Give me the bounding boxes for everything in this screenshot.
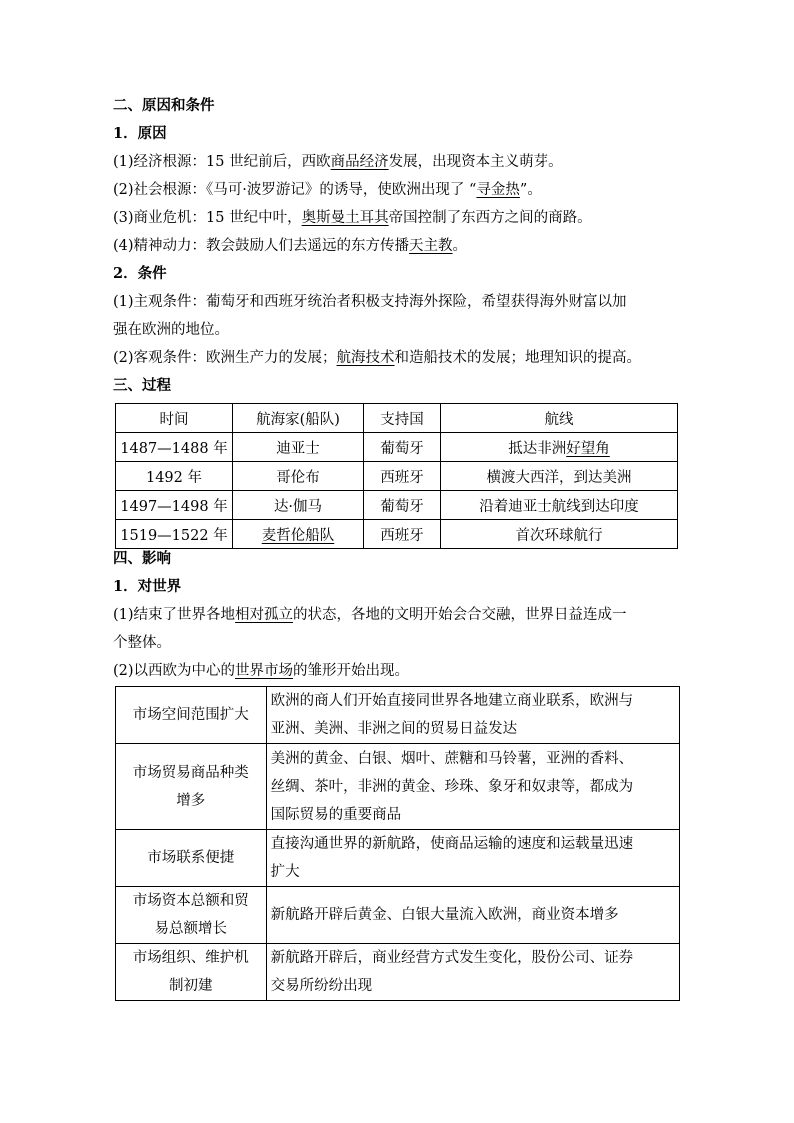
header-navigator: 航海家(船队) (233, 404, 364, 433)
table-row (116, 944, 680, 1001)
cell-country: 西班牙 (364, 520, 441, 549)
header-country: 支持国 (364, 404, 441, 433)
market-detail (266, 887, 679, 944)
impact-market (113, 657, 683, 685)
section-heading-impact: 四、影响 (113, 550, 171, 567)
text: (2)以西欧为中心的 (113, 663, 236, 679)
impact-world-line1 (113, 601, 683, 629)
market-detail (266, 744, 679, 830)
condition-objective (113, 344, 683, 372)
impact-world-line2: 个整体。 (113, 635, 171, 651)
subheading-world: 1．对世界 (113, 578, 182, 595)
aspect-line: 制初建 (169, 978, 213, 994)
detail-line: 欧洲的商人们开始直接同世界各地建立商业联系，欧洲与 (270, 693, 634, 709)
underlined-term: 天主教 (409, 238, 453, 254)
header-route: 航线 (441, 404, 678, 433)
text: 。 (452, 238, 468, 254)
world-market-table (115, 686, 680, 1001)
table-row (116, 830, 680, 887)
reason-economic (113, 148, 683, 176)
cell-time: 1519—1522 年 (116, 520, 233, 549)
table-row (116, 462, 678, 491)
detail-line: 丝绸、茶叶，非洲的黄金、珍珠、象牙和奴隶等，都成为 (270, 778, 634, 795)
subheading-conditions: 2．条件 (113, 265, 167, 282)
table-row (116, 744, 680, 830)
aspect-line: 市场空间范围扩大 (132, 707, 249, 723)
text: 和造船技术的发展；地理知识的提高。 (394, 350, 642, 366)
detail-line: 美洲的黄金、白银、烟叶、蔗糖和马铃薯，亚洲的香料、 (270, 750, 634, 767)
market-aspect (116, 887, 267, 944)
cell-time: 1492 年 (116, 462, 233, 491)
underlined-term: 相对孤立 (235, 607, 294, 623)
market-detail (266, 944, 679, 1001)
table-row (116, 887, 680, 944)
text: 的状态，各地的文明开始会合交融，世界日益连成一 (293, 607, 627, 623)
cell-navigator: 哥伦布 (233, 462, 364, 491)
cell-country: 葡萄牙 (364, 491, 441, 520)
condition-subjective-line2: 强在欧洲的地位。 (113, 322, 229, 338)
section-heading-reasons-conditions: 二、原因和条件 (113, 97, 215, 114)
detail-line: 交易所纷纷出现 (270, 978, 373, 994)
header-time: 时间 (116, 404, 233, 433)
section-heading-process: 三、过程 (113, 377, 171, 394)
aspect-line: 市场贸易商品种类 (132, 764, 249, 781)
market-aspect (116, 687, 267, 744)
cell-navigator: 达·伽马 (233, 491, 364, 520)
detail-line: 扩大 (270, 864, 300, 880)
detail-line: 国际贸易的重要商品 (270, 806, 402, 823)
cell-route: 沿着迪亚士航线到达印度 (441, 491, 678, 520)
aspect-line: 市场联系便捷 (147, 850, 235, 866)
underlined-term: 麦哲伦船队 (261, 527, 335, 544)
text: (1)经济根源：15 世纪前后，西欧 (113, 154, 331, 170)
cell-route (441, 433, 678, 462)
aspect-line: 增多 (176, 792, 206, 809)
cell-country: 西班牙 (364, 462, 441, 491)
table-row (116, 491, 678, 520)
aspect-line: 易总额增长 (154, 921, 228, 937)
underlined-term: 商品经济 (330, 154, 389, 170)
text: 的雏形开始出现。 (293, 663, 410, 679)
cell-country: 葡萄牙 (364, 433, 441, 462)
market-aspect (116, 830, 267, 887)
underlined-term: 好望角 (566, 440, 610, 457)
text: (3)商业危机：15 世纪中叶， (113, 210, 302, 226)
detail-line: 亚洲、美洲、非洲之间的贸易日益发达 (270, 721, 518, 737)
market-detail (266, 830, 679, 887)
reason-spiritual (113, 232, 683, 260)
table-row (116, 687, 680, 744)
cell-route: 横渡大西洋，到达美洲 (441, 462, 678, 491)
table-header-row (116, 404, 678, 433)
underlined-term: 奥斯曼土耳其 (301, 210, 389, 226)
text: 抵达非洲 (508, 440, 567, 457)
cell-route: 首次环球航行 (441, 520, 678, 549)
text: 帝国控制了东西方之间的商路。 (388, 210, 592, 226)
underlined-term: 航海技术 (336, 350, 395, 366)
reason-social (113, 176, 683, 204)
table-row (116, 433, 678, 462)
condition-subjective-line1: (1)主观条件：葡萄牙和西班牙统治者积极支持海外探险，希望获得海外财富以加 (113, 294, 627, 310)
detail-line: 直接沟通世界的新航路，使商品运输的速度和运载量迅速 (270, 836, 634, 852)
aspect-line: 市场组织、维护机 (132, 950, 249, 966)
market-aspect (116, 744, 267, 830)
market-detail (266, 687, 679, 744)
voyages-table (115, 403, 678, 549)
cell-time: 1487—1488 年 (116, 433, 233, 462)
detail-line: 新航路开辟后黄金、白银大量流入欧洲，商业资本增多 (270, 907, 619, 923)
detail-line: 新航路开辟后，商业经营方式发生变化，股份公司、证券 (270, 950, 634, 966)
market-aspect (116, 944, 267, 1001)
cell-navigator: 迪亚士 (233, 433, 364, 462)
aspect-line: 市场资本总额和贸 (132, 893, 249, 909)
text: ”。 (519, 182, 542, 198)
cell-time: 1497—1498 年 (116, 491, 233, 520)
text: (2)社会根源：《马可·波罗游记》的诱导，使欧洲出现了 “ (113, 182, 477, 198)
text: (1)结束了世界各地 (113, 607, 236, 623)
text: (2)客观条件：欧洲生产力的发展； (113, 350, 337, 366)
reason-commercial (113, 204, 683, 232)
text: (4)精神动力：教会鼓励人们去遥远的东方传播 (113, 238, 410, 254)
underlined-term: 世界市场 (235, 663, 294, 679)
underlined-term: 寻金热 (476, 182, 520, 198)
subheading-reasons: 1．原因 (113, 125, 167, 142)
text: 发展，出现资本主义萌芽。 (388, 154, 563, 170)
